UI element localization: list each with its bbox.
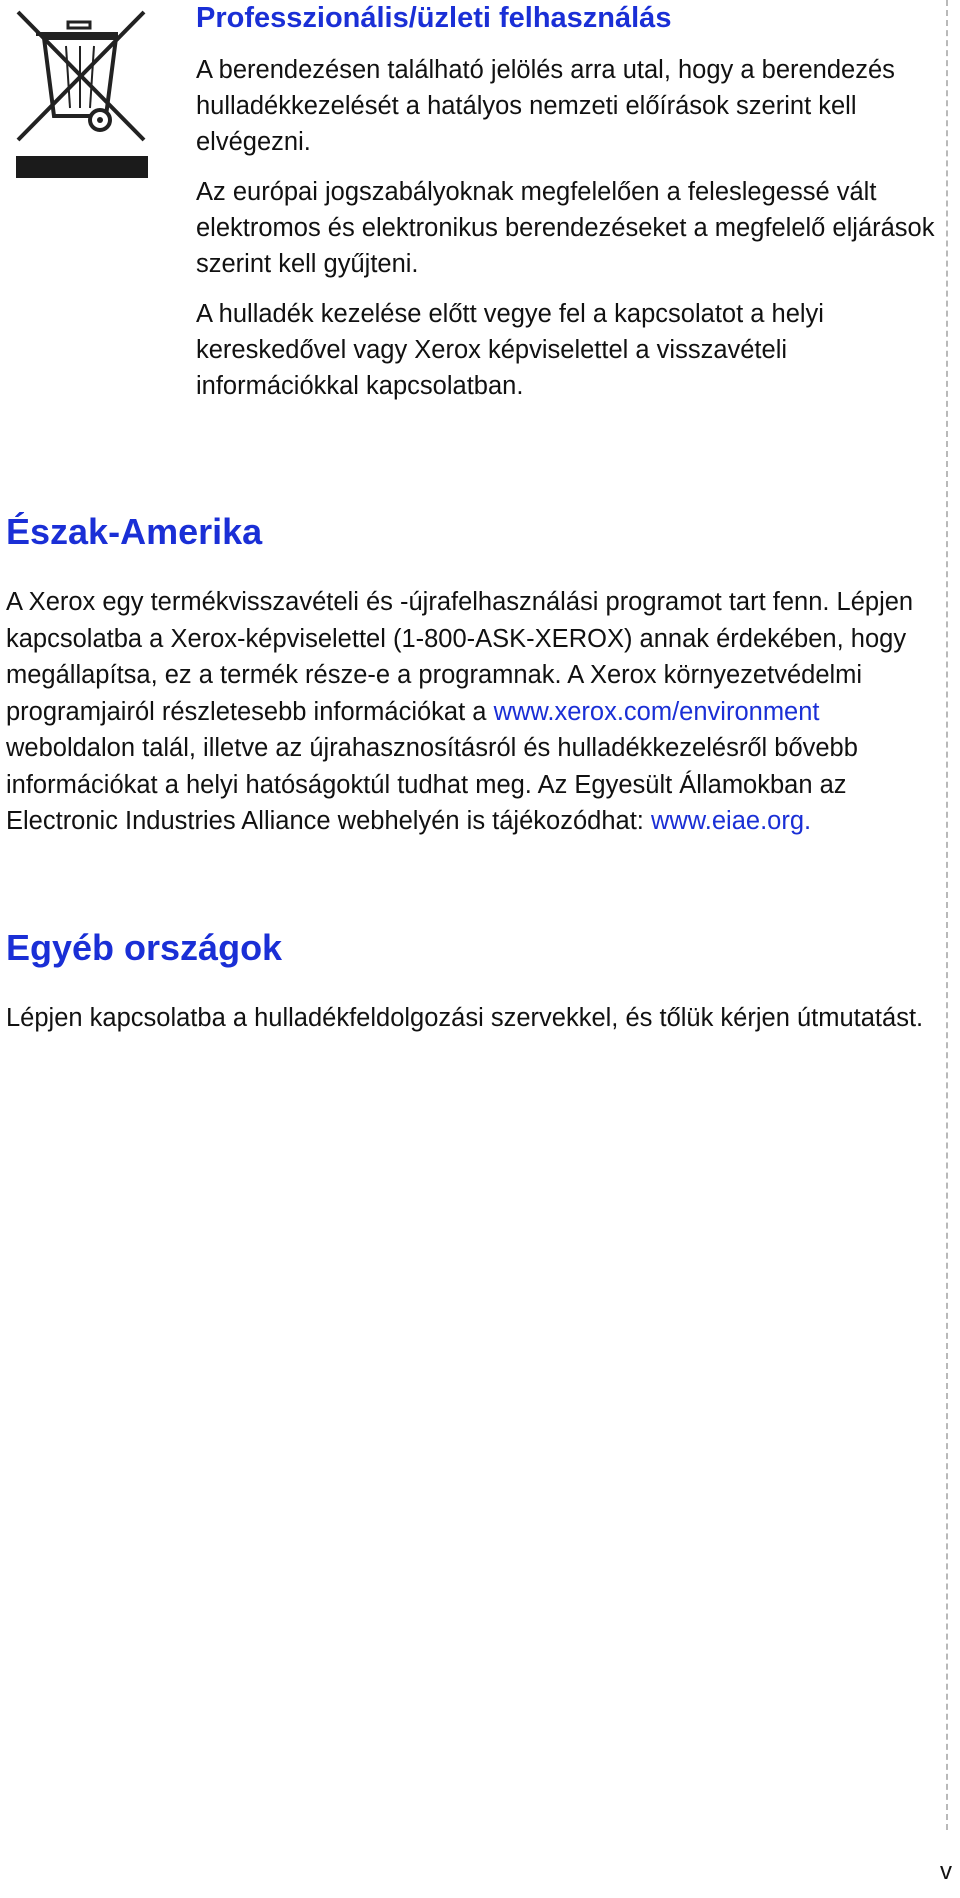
professional-paragraph-1: A berendezésen található jelölés arra utal, hogy a berendezés hulladékkezelését a hatályos nemzeti előírások szerint kell elvégezni. bbox=[196, 56, 895, 156]
north-america-text-part-1: A Xerox egy termékvisszavételi és -újrafelhasználási programot tart fenn. Lépjen kapcsolatba a Xerox-képviselettel (1-800-ASK-XEROX) annak érdekében, hogy megállapítsa, ez a termék része-e a programnak. A Xerox környezetvédelmi programjairól részletesebb információkat a bbox=[6, 588, 914, 726]
professional-use-heading: Professzionális/üzleti felhasználás bbox=[196, 2, 672, 34]
professional-use-section bbox=[196, 0, 935, 404]
north-america-paragraph bbox=[6, 584, 926, 840]
north-america-heading: Észak-Amerika bbox=[6, 511, 263, 552]
xerox-environment-link[interactable]: www.xerox.com/environment bbox=[493, 697, 820, 726]
north-america-text-part-2: weboldalon talál, illetve az újrahasznosításról és hulladékkezelésről bővebb információkat a helyi hatóságoktúl tudhat meg. Az Egyesült Államokban az Electronic Industries Alliance webhelyén is tájékozódhat: bbox=[6, 734, 858, 835]
page-number: v bbox=[940, 1858, 952, 1885]
professional-paragraph-3: A hulladék kezelése előtt vegye fel a kapcsolatot a helyi kereskedővel vagy Xerox képviselettel a visszavételi információkkal kapcsolatban. bbox=[196, 300, 824, 400]
dashed-cut-line bbox=[946, 0, 948, 1830]
other-countries-section bbox=[6, 926, 926, 1037]
eiae-link[interactable]: www.eiae.org. bbox=[650, 807, 812, 835]
professional-paragraph-2: Az európai jogszabályoknak megfelelően a feleslegessé vált elektromos és elektronikus berendezéseket a megfelelő eljárások szerint kell gyűjteni. bbox=[196, 178, 935, 278]
crossed-out-wheelie-bin-icon bbox=[14, 8, 150, 180]
other-countries-paragraph: Lépjen kapcsolatba a hulladékfeldolgozási szervekkel, és tőlük kérjen útmutatást. bbox=[6, 1004, 924, 1032]
north-america-section bbox=[6, 510, 926, 840]
other-countries-heading: Egyéb országok bbox=[6, 927, 283, 968]
